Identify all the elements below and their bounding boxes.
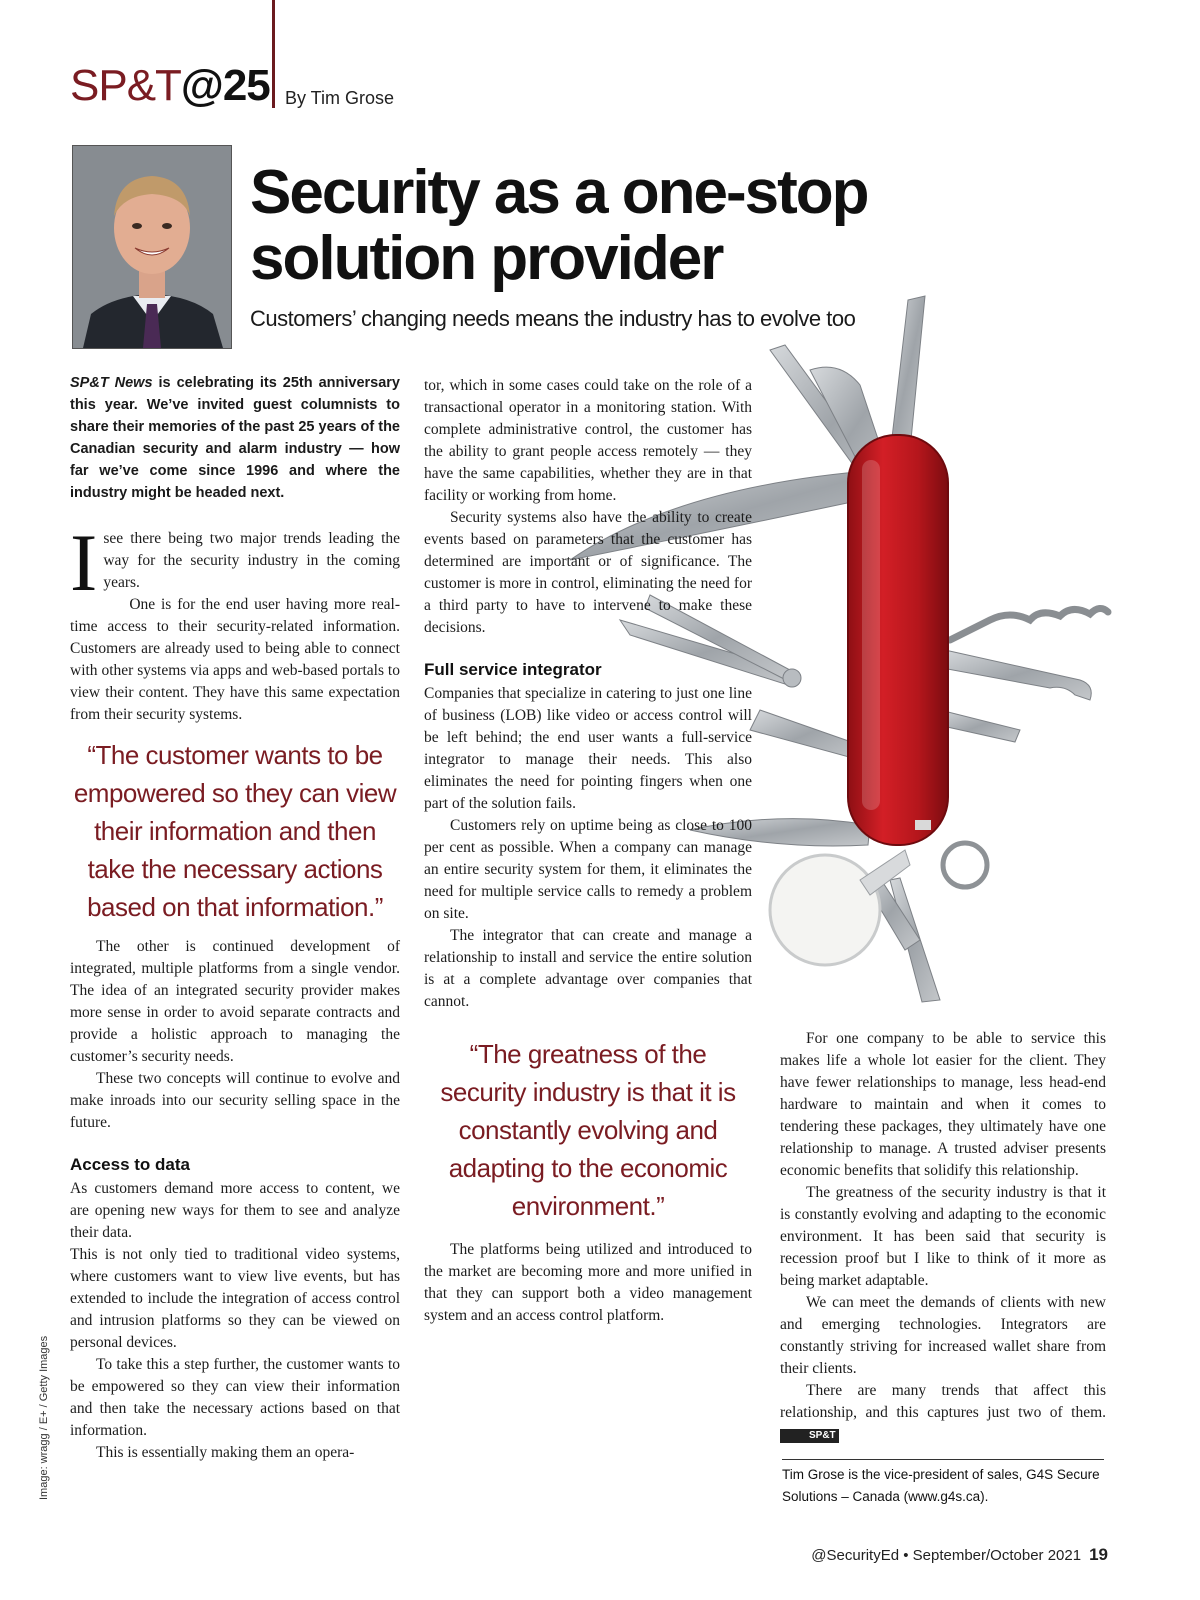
page-number: 19 — [1089, 1545, 1108, 1564]
paragraph-text: There are many trends that affect this relationship, and this captures just two of them. — [780, 1382, 1106, 1421]
author-bio: Tim Grose is the vice-president of sales, G4S Secure Solutions – Canada (www.g4s.ca). — [782, 1467, 1100, 1504]
subhead-full-service-integrator: Full service integrator — [424, 660, 602, 679]
paragraph: Security systems also have the ability to create events based on parameters that the customer has determined are important or of significance. The customer is more in control, eliminating the need for a third party to have to intervene to make these decisions. — [424, 509, 752, 636]
column-1 — [70, 372, 400, 1464]
bio-divider — [782, 1459, 1104, 1460]
intro-text — [70, 372, 400, 504]
author-photo — [72, 145, 232, 349]
paragraph: These two concepts will continue to evolve and make inroads into our security selling space in the future. — [70, 1070, 400, 1131]
intro-body: is celebrating its 25th anniversary this year. We’ve invited guest columnists to share their memories of the past 25 years of the Canadian security and alarm industry — how far we’ve come since 1996 and where the industry might be headed next. — [70, 375, 400, 501]
page-footer — [700, 1545, 1108, 1565]
paragraph-text: see there being two major trends leading the way for the security industry in the coming years. — [103, 530, 400, 591]
end-mark-logo: SP&T — [780, 1429, 839, 1443]
paragraph — [780, 1380, 1106, 1446]
column-3 — [780, 1028, 1106, 1446]
paragraph: To take this a step further, the customer wants to be empowered so they can view their information and then take the necessary actions based on that information. — [70, 1356, 400, 1439]
intro-publication-name: SP&T News — [70, 375, 153, 391]
paragraph: Customers rely on uptime being as close to 100 per cent as possible. When a company can manage an entire security system for them, it eliminates the need for multiple service calls to remedy a problem on site. — [424, 817, 752, 922]
column-2 — [424, 375, 752, 1327]
drop-cap: I — [70, 517, 98, 608]
paragraph: Companies that specialize in catering to just one line of business (LOB) like video or access control will be left behind; the end user wants a full-service integrator to manage their needs. This also eliminates the need for pointing fingers when one part of the solution fails. — [424, 685, 752, 812]
paragraph: As customers demand more access to content, we are opening new ways for them to see and analyze their data. — [70, 1180, 400, 1241]
paragraph: tor, which in some cases could take on the role of a transactional operator in a monitoring station. With complete administrative control, the customer has the ability to grant people access remotely — they have the same capabilities, whether they are in that facility or working from home. — [424, 377, 752, 504]
paragraph: The platforms being utilized and introduced to the market are becoming more and more unified in that they can support both a video management system and an access control platform. — [424, 1241, 752, 1324]
paragraph: The integrator that can create and manage a relationship to install and service the entire solution is at a complete advantage over companies that cannot. — [424, 927, 752, 1010]
paragraph: One is for the end user having more real-time access to their security-related information. Customers are already used to being able to connect with other systems via apps and web-based portals to view their content. They have this same expectation from their security systems. — [70, 596, 400, 723]
subhead-access-to-data: Access to data — [70, 1155, 190, 1174]
headline-line-2: solution provider — [250, 224, 723, 293]
article-deck: Customers’ changing needs means the industry has to evolve too — [250, 306, 856, 331]
paragraph: This is not only tied to traditional video systems, where customers want to view live events, but has extended to include the integration of access control and intrusion platforms so they can be viewed on personal devices. — [70, 1246, 400, 1351]
paragraph: For one company to be able to service this makes life a whole lot easier for the client. They have fewer relationships to manage, less head-end hardware to maintain and when it comes to tendering these packages, they ultimately have one relationship to manage. A trusted adviser presents economic benefits that solidify this relationship. — [780, 1030, 1106, 1179]
article-headline — [250, 160, 890, 292]
pull-quote-2: “The greatness of the security industry is that it is constantly evolving and adapting to the economic environment.” — [440, 1039, 736, 1221]
paragraph: The greatness of the security industry is that it is constantly evolving and adapting to the economic environment. It has been said that security is recession proof but I like to think of it more as being market adaptable. — [780, 1184, 1106, 1289]
header-divider — [272, 0, 275, 108]
footer-handle-date: @SecurityEd • September/October 2021 — [811, 1547, 1082, 1564]
paragraph: We can meet the demands of clients with new and emerging technologies. Integrators are constantly striving for increased wallet share from their clients. — [780, 1294, 1106, 1377]
byline: By Tim Grose — [285, 88, 395, 108]
paragraph: This is essentially making them an opera- — [96, 1444, 355, 1461]
series-logo — [70, 62, 270, 110]
series-logo-suffix: @25 — [180, 61, 270, 110]
paragraph — [70, 517, 400, 608]
paragraph: The other is continued development of integrated, multiple platforms from a single vendor. The idea of an integrated security provider makes more sense in order to avoid separate contracts and provide a holistic approach to managing the customer’s security needs. — [70, 938, 400, 1065]
author-portrait-illustration — [73, 146, 231, 348]
image-credit: Image: wragg / E+ / Getty Images — [38, 1335, 50, 1500]
pull-quote-1: “The customer wants to be empowered so they can view their information and then take the necessary actions based on that information.” — [73, 740, 397, 922]
headline-line-1: Security as a one-stop — [250, 158, 868, 227]
series-logo-prefix: SP&T — [70, 61, 181, 110]
